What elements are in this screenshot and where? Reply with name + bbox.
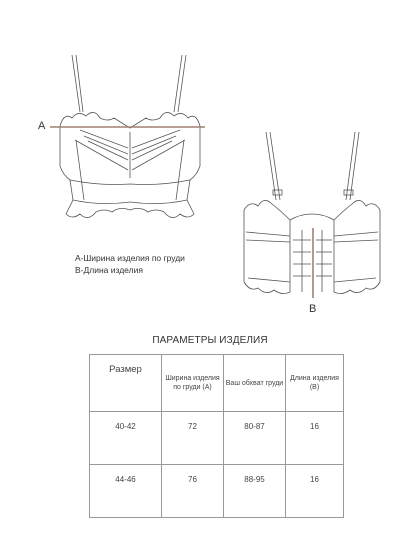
table-cell: 16 — [286, 465, 344, 518]
table-header-row — [90, 355, 344, 412]
table-cell: 40-42 — [90, 412, 162, 465]
table-row — [90, 412, 344, 465]
table-row — [90, 465, 344, 518]
table-header-width: Ширина изделия по груди (А) — [162, 355, 224, 412]
table-cell: 16 — [286, 412, 344, 465]
table-cell: 76 — [162, 465, 224, 518]
table-cell: 72 — [162, 412, 224, 465]
marker-b: B — [309, 303, 317, 315]
size-table — [89, 354, 344, 518]
table-header-bust: Ваш обхват груди — [224, 355, 286, 412]
table-cell: 88-95 — [224, 465, 286, 518]
legend — [75, 252, 185, 276]
legend-a: А-Ширина изделия по груди — [75, 253, 185, 263]
legend-b: В-Длина изделия — [75, 265, 143, 275]
marker-a: A — [38, 120, 46, 132]
table-cell: 44-46 — [90, 465, 162, 518]
params-title: ПАРАМЕТРЫ ИЗДЕЛИЯ — [152, 335, 268, 346]
table-cell: 80-87 — [224, 412, 286, 465]
table-header-length: Длина изделия (В) — [286, 355, 344, 412]
table-header-size: Размер — [90, 355, 162, 412]
